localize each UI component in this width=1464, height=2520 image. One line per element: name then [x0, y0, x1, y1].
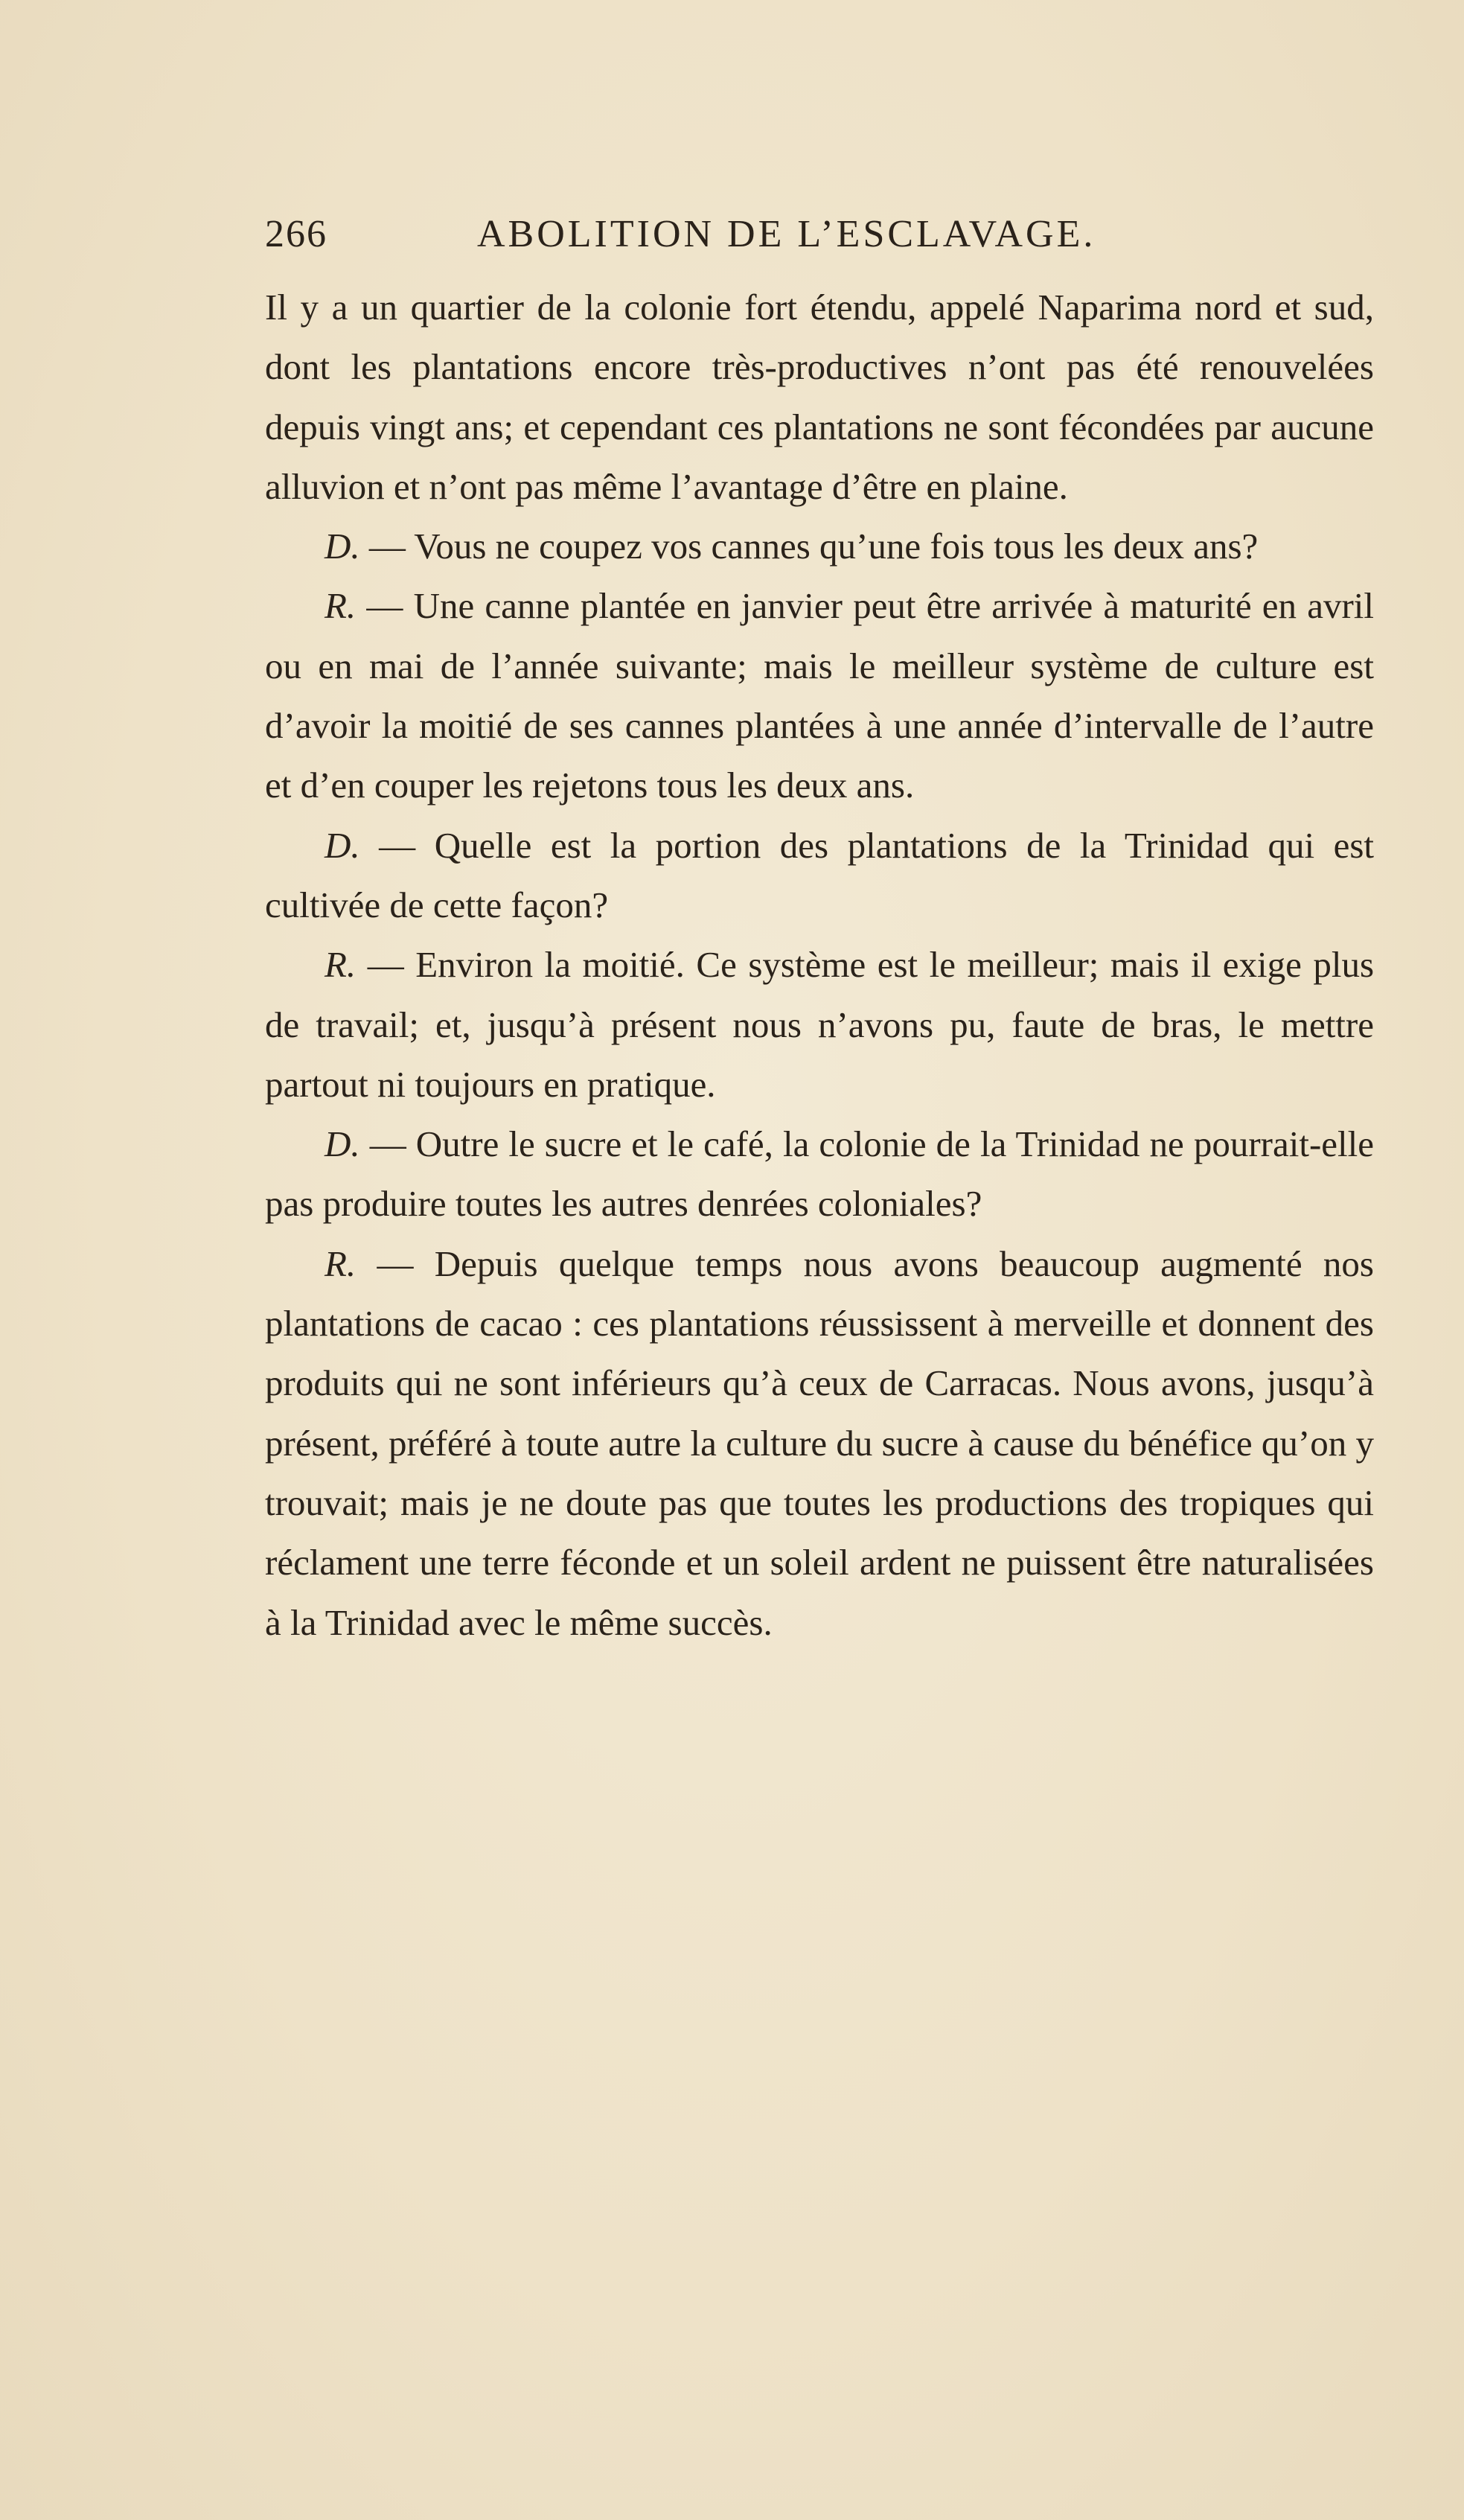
- paragraph-intro: [265, 278, 1374, 517]
- em-dash: —: [369, 1123, 406, 1165]
- em-dash: —: [368, 526, 406, 567]
- em-dash: —: [379, 824, 416, 866]
- speaker-label: R.: [325, 944, 357, 986]
- paragraph-text: Il y a un quartier de la colonie fort étendu, appelé Naparima nord et sud, dont les plantations encore très-productives n’ont pas été renouvelées depuis vingt ans; et cependant ces plantations ne sont fécondées par aucune alluvion et n’ont pas même l’avantage d’être en plaine.: [265, 287, 1374, 507]
- em-dash: —: [366, 585, 403, 627]
- speaker-label: D.: [325, 824, 360, 866]
- paragraph-text: Une canne plantée en janvier peut être arrivée à maturité en avril ou en mai de l’année suivante; mais le meilleur système de culture est d’avoir la moitié de ses cannes plantées à une année d’intervalle de l’autre et d’en couper les rejetons tous les deux ans.: [265, 585, 1375, 806]
- paragraph-answer: [265, 576, 1374, 815]
- paragraph-text: Vous ne coupez vos cannes qu’une fois tous les deux ans?: [414, 526, 1259, 567]
- speaker-label: R.: [325, 1243, 357, 1284]
- running-header: [265, 208, 1158, 261]
- page-number: 266: [265, 213, 327, 255]
- paragraph-text: Depuis quelque temps nous avons beaucoup augmenté nos plantations de cacao : ces plantations réussissent à merveille et donnent des produits qui ne sont inférieurs qu’à ceux de Carracas. Nous avons, jusqu’à présent, préféré à toute autre la culture du sucre à cause du bénéfice qu’on y trouvait; mais je ne doute pas que toutes les productions des tropiques qui réclament une terre féconde et un soleil ardent ne puissent être naturalisées à la Trinidad avec le même succès.: [265, 1243, 1374, 1643]
- paragraph-question: [265, 517, 1374, 576]
- paragraph-answer: [265, 935, 1374, 1114]
- paragraph-question: [265, 1114, 1374, 1234]
- paragraph-question: [265, 816, 1374, 936]
- paragraph-text: Quelle est la portion des plantations de la Trinidad qui est cultivée de cette façon?: [265, 824, 1375, 925]
- speaker-label: D.: [325, 526, 360, 567]
- speaker-label: R.: [325, 585, 357, 627]
- speaker-label: D.: [325, 1123, 360, 1165]
- body-text: [265, 278, 1374, 1653]
- paragraph-text: Environ la moitié. Ce système est le meilleur; mais il exige plus de travail; et, jusqu’à présent nous n’avons pu, faute de bras, le mettre partout ni toujours en pratique.: [265, 944, 1375, 1105]
- em-dash: —: [377, 1243, 414, 1284]
- paragraph-text: Outre le sucre et le café, la colonie de la Trinidad ne pourrait-elle pas produire toutes les autres denrées coloniales?: [265, 1123, 1375, 1225]
- running-title: ABOLITION DE L’ESCLAVAGE.: [477, 213, 1096, 255]
- em-dash: —: [367, 944, 404, 986]
- paragraph-answer: [265, 1234, 1374, 1653]
